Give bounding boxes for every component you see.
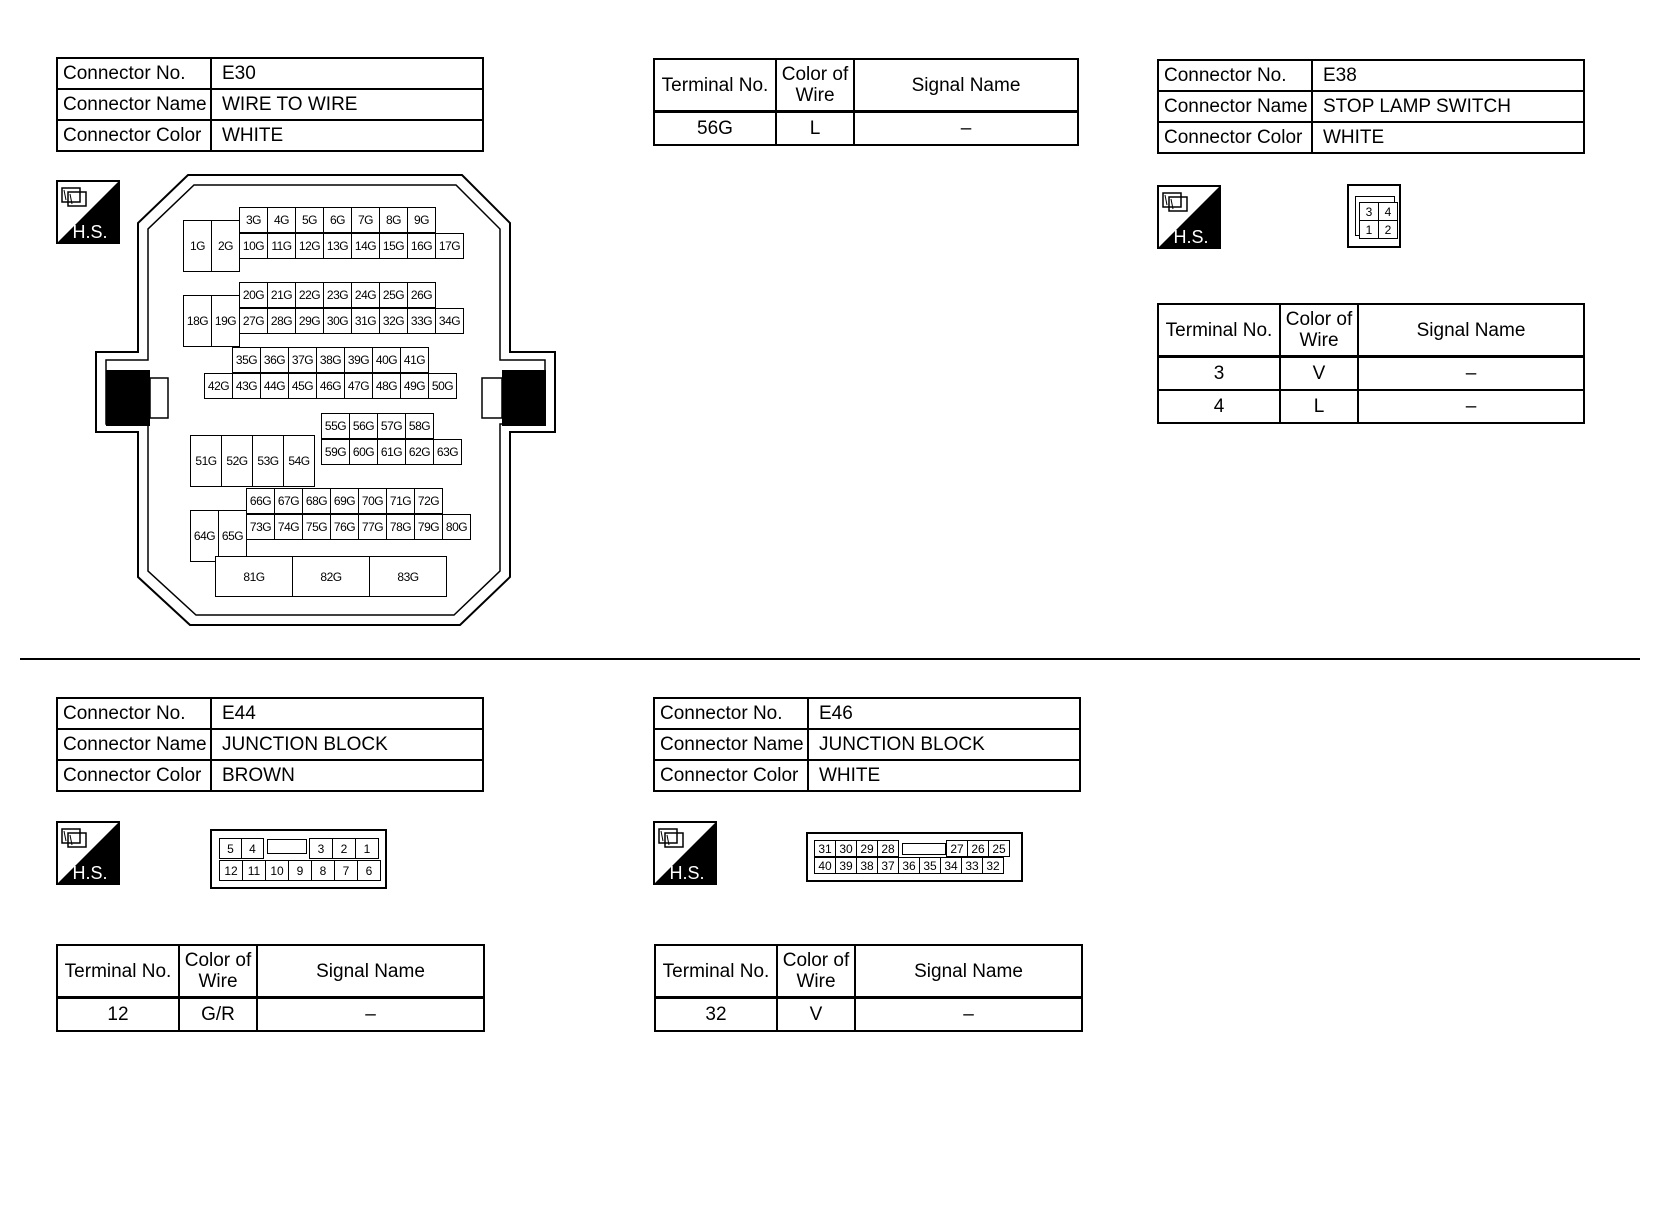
connector-pin: 24G [351, 282, 380, 308]
connector-no-label: Connector No. [654, 698, 808, 729]
terminal-cell: 12 [57, 998, 179, 1032]
connector-pin: 1 [1359, 220, 1379, 239]
connector-pin: 17G [435, 233, 464, 259]
connector-pin: 42G [204, 373, 233, 399]
connector-no-value: E46 [808, 698, 1080, 729]
connector-no-label: Connector No. [57, 58, 211, 89]
connector-pin: 78G [386, 514, 415, 540]
connector-pin: 6 [357, 860, 381, 881]
wire-color-cell: L [776, 112, 854, 146]
connector-pin: 36G [260, 347, 289, 373]
connector-pin: 27G [239, 308, 268, 334]
connector-pin: 58G [405, 413, 434, 439]
connector-pin: 52G [221, 435, 253, 487]
connector-pin: 22G [295, 282, 324, 308]
connector-pin: 80G [442, 514, 471, 540]
connector-pin: 29G [295, 308, 324, 334]
section-divider [20, 658, 1640, 660]
connector-pin: 33 [961, 857, 983, 874]
connector-pin: 2G [211, 220, 240, 272]
connector-pin: 31G [351, 308, 380, 334]
connector-pin: 3 [1359, 202, 1379, 221]
connector-pin: 13G [323, 233, 352, 259]
connector-pin: 4 [1378, 202, 1398, 221]
connector-pin: 76G [330, 514, 359, 540]
connector-name-value: JUNCTION BLOCK [808, 729, 1080, 760]
connector-color-label: Connector Color [57, 760, 211, 791]
signal-cell: – [855, 998, 1082, 1032]
e44-connector-info [56, 697, 484, 792]
connector-pin: 83G [369, 556, 447, 597]
connector-pin: 33G [407, 308, 436, 334]
connector-pin: 46G [316, 373, 345, 399]
connector-pin: 69G [330, 488, 359, 514]
connector-pin: 12G [295, 233, 324, 259]
connector-pin: 31 [814, 840, 836, 857]
connector-pin: 10G [239, 233, 268, 259]
connector-pin: 11G [267, 233, 296, 259]
color-of-wire-header: Color of Wire [776, 59, 854, 112]
connector-name-value: JUNCTION BLOCK [211, 729, 483, 760]
connector-pin: 67G [274, 488, 303, 514]
connector-key-slot [902, 843, 946, 855]
hs-label: H.S. [1173, 227, 1209, 247]
connector-pin: 28 [877, 840, 899, 857]
wire-color-cell: L [1280, 390, 1358, 423]
connector-pin: 28G [267, 308, 296, 334]
connector-key-slot [267, 839, 307, 854]
connector-pin: 59G [321, 439, 350, 465]
connector-pin: 39 [835, 857, 857, 874]
table-row [655, 998, 1082, 1032]
harness-side-icon [56, 821, 120, 885]
connector-pin: 9G [407, 207, 436, 233]
connector-color-value: WHITE [211, 120, 483, 151]
connector-pin: 36 [898, 857, 920, 874]
connector-pin: 15G [379, 233, 408, 259]
connector-pin: 54G [283, 435, 315, 487]
signal-cell: – [1358, 390, 1584, 423]
connector-pin: 26 [967, 840, 989, 857]
connector-pin: 61G [377, 439, 406, 465]
hs-label: H.S. [669, 863, 705, 883]
connector-name-value: STOP LAMP SWITCH [1312, 91, 1584, 122]
connector-pin: 18G [183, 295, 212, 347]
connector-pin: 25 [988, 840, 1010, 857]
e30-connector-info [56, 57, 484, 152]
connector-pin: 34 [940, 857, 962, 874]
connector-pin: 53G [252, 435, 284, 487]
connector-pin: 47G [344, 373, 373, 399]
connector-pin: 64G [190, 510, 219, 562]
connector-color-value: WHITE [1312, 122, 1584, 153]
connector-pin: 2 [332, 838, 356, 859]
connector-pin: 5 [219, 838, 242, 859]
connector-pin: 43G [232, 373, 261, 399]
connector-pin: 63G [433, 439, 462, 465]
connector-color-value: BROWN [211, 760, 483, 791]
connector-pin: 44G [260, 373, 289, 399]
connector-name-label: Connector Name [57, 729, 211, 760]
connector-pin: 26G [407, 282, 436, 308]
connector-pin: 9 [288, 860, 312, 881]
connector-pin: 56G [349, 413, 378, 439]
terminal-no-header: Terminal No. [57, 945, 179, 998]
e30-terminal-table [653, 58, 1079, 146]
harness-side-icon [653, 821, 717, 885]
connector-no-label: Connector No. [1158, 60, 1312, 91]
connector-name-value: WIRE TO WIRE [211, 89, 483, 120]
connector-pin: 30 [835, 840, 857, 857]
connector-pin: 23G [323, 282, 352, 308]
connector-pin: 21G [267, 282, 296, 308]
connector-pin: 74G [274, 514, 303, 540]
signal-name-header: Signal Name [854, 59, 1078, 112]
hs-label: H.S. [72, 863, 108, 883]
connector-pin: 7 [334, 860, 358, 881]
connector-pin: 68G [302, 488, 331, 514]
connector-pin: 35G [232, 347, 261, 373]
connector-pin: 4G [267, 207, 296, 233]
connector-name-label: Connector Name [654, 729, 808, 760]
connector-pin: 30G [323, 308, 352, 334]
terminal-no-header: Terminal No. [1158, 304, 1280, 357]
connector-pin: 48G [372, 373, 401, 399]
connector-pin: 45G [288, 373, 317, 399]
table-row [654, 112, 1078, 146]
connector-color-value: WHITE [808, 760, 1080, 791]
terminal-cell: 3 [1158, 357, 1280, 391]
connector-pin: 6G [323, 207, 352, 233]
signal-cell: – [257, 998, 484, 1032]
table-row [1158, 390, 1584, 423]
signal-name-header: Signal Name [855, 945, 1082, 998]
connector-pin: 70G [358, 488, 387, 514]
connector-pin: 40 [814, 857, 836, 874]
connector-pin: 81G [215, 556, 293, 597]
e46-terminal-table [654, 944, 1083, 1032]
connector-pin: 32G [379, 308, 408, 334]
connector-no-label: Connector No. [57, 698, 211, 729]
connector-pin: 71G [386, 488, 415, 514]
connector-pin: 29 [856, 840, 878, 857]
signal-name-header: Signal Name [257, 945, 484, 998]
connector-pin: 1 [355, 838, 379, 859]
e46-connector-info [653, 697, 1081, 792]
connector-name-label: Connector Name [1158, 91, 1312, 122]
connector-pin: 11 [242, 860, 266, 881]
e44-terminal-table [56, 944, 485, 1032]
table-row [1158, 357, 1584, 391]
e38-connector-info [1157, 59, 1585, 154]
connector-pin: 27 [946, 840, 968, 857]
connector-pin: 41G [400, 347, 429, 373]
signal-cell: – [854, 112, 1078, 146]
connector-pin: 66G [246, 488, 275, 514]
connector-pin: 5G [295, 207, 324, 233]
connector-pin: 75G [302, 514, 331, 540]
connector-pin: 16G [407, 233, 436, 259]
signal-cell: – [1358, 357, 1584, 391]
wire-color-cell: G/R [179, 998, 257, 1032]
connector-pin: 62G [405, 439, 434, 465]
connector-pin: 51G [190, 435, 222, 487]
connector-pin: 57G [377, 413, 406, 439]
connector-pin: 32 [982, 857, 1004, 874]
connector-pin: 19G [211, 295, 240, 347]
connector-pin: 3G [239, 207, 268, 233]
connector-pin: 49G [400, 373, 429, 399]
connector-pin: 20G [239, 282, 268, 308]
terminal-no-header: Terminal No. [655, 945, 777, 998]
connector-pin: 72G [414, 488, 443, 514]
color-of-wire-header: Color of Wire [1280, 304, 1358, 357]
connector-no-value: E44 [211, 698, 483, 729]
connector-pin: 60G [349, 439, 378, 465]
connector-pin: 65G [218, 510, 247, 562]
terminal-cell: 32 [655, 998, 777, 1032]
connector-no-value: E30 [211, 58, 483, 89]
terminal-no-header: Terminal No. [654, 59, 776, 112]
connector-pin: 12 [219, 860, 243, 881]
connector-pin: 39G [344, 347, 373, 373]
connector-color-label: Connector Color [1158, 122, 1312, 153]
connector-pin: 35 [919, 857, 941, 874]
connector-pin: 73G [246, 514, 275, 540]
connector-pin: 55G [321, 413, 350, 439]
terminal-cell: 4 [1158, 390, 1280, 423]
connector-pin: 2 [1378, 220, 1398, 239]
connector-pin: 7G [351, 207, 380, 233]
connector-pin: 25G [379, 282, 408, 308]
connector-pin: 40G [372, 347, 401, 373]
connector-color-label: Connector Color [57, 120, 211, 151]
signal-name-header: Signal Name [1358, 304, 1584, 357]
connector-no-value: E38 [1312, 60, 1584, 91]
connector-pin: 79G [414, 514, 443, 540]
connector-pin: 1G [183, 220, 212, 272]
connector-pin: 4 [241, 838, 264, 859]
wire-color-cell: V [777, 998, 855, 1032]
wire-color-cell: V [1280, 357, 1358, 391]
connector-pin: 82G [292, 556, 370, 597]
e38-terminal-table [1157, 303, 1585, 424]
harness-side-icon [1157, 185, 1221, 249]
connector-pin: 8 [311, 860, 335, 881]
connector-pin: 34G [435, 308, 464, 334]
connector-pin: 38 [856, 857, 878, 874]
connector-pin: 8G [379, 207, 408, 233]
connector-pin: 38G [316, 347, 345, 373]
connector-pin: 50G [428, 373, 457, 399]
connector-color-label: Connector Color [654, 760, 808, 791]
connector-pin: 37G [288, 347, 317, 373]
connector-pin: 77G [358, 514, 387, 540]
color-of-wire-header: Color of Wire [179, 945, 257, 998]
hs-label: H.S. [72, 222, 108, 242]
color-of-wire-header: Color of Wire [777, 945, 855, 998]
connector-pin: 37 [877, 857, 899, 874]
terminal-cell: 56G [654, 112, 776, 146]
connector-name-label: Connector Name [57, 89, 211, 120]
table-row [57, 998, 484, 1032]
connector-pin: 14G [351, 233, 380, 259]
connector-pin: 10 [265, 860, 289, 881]
connector-pin: 3 [309, 838, 333, 859]
